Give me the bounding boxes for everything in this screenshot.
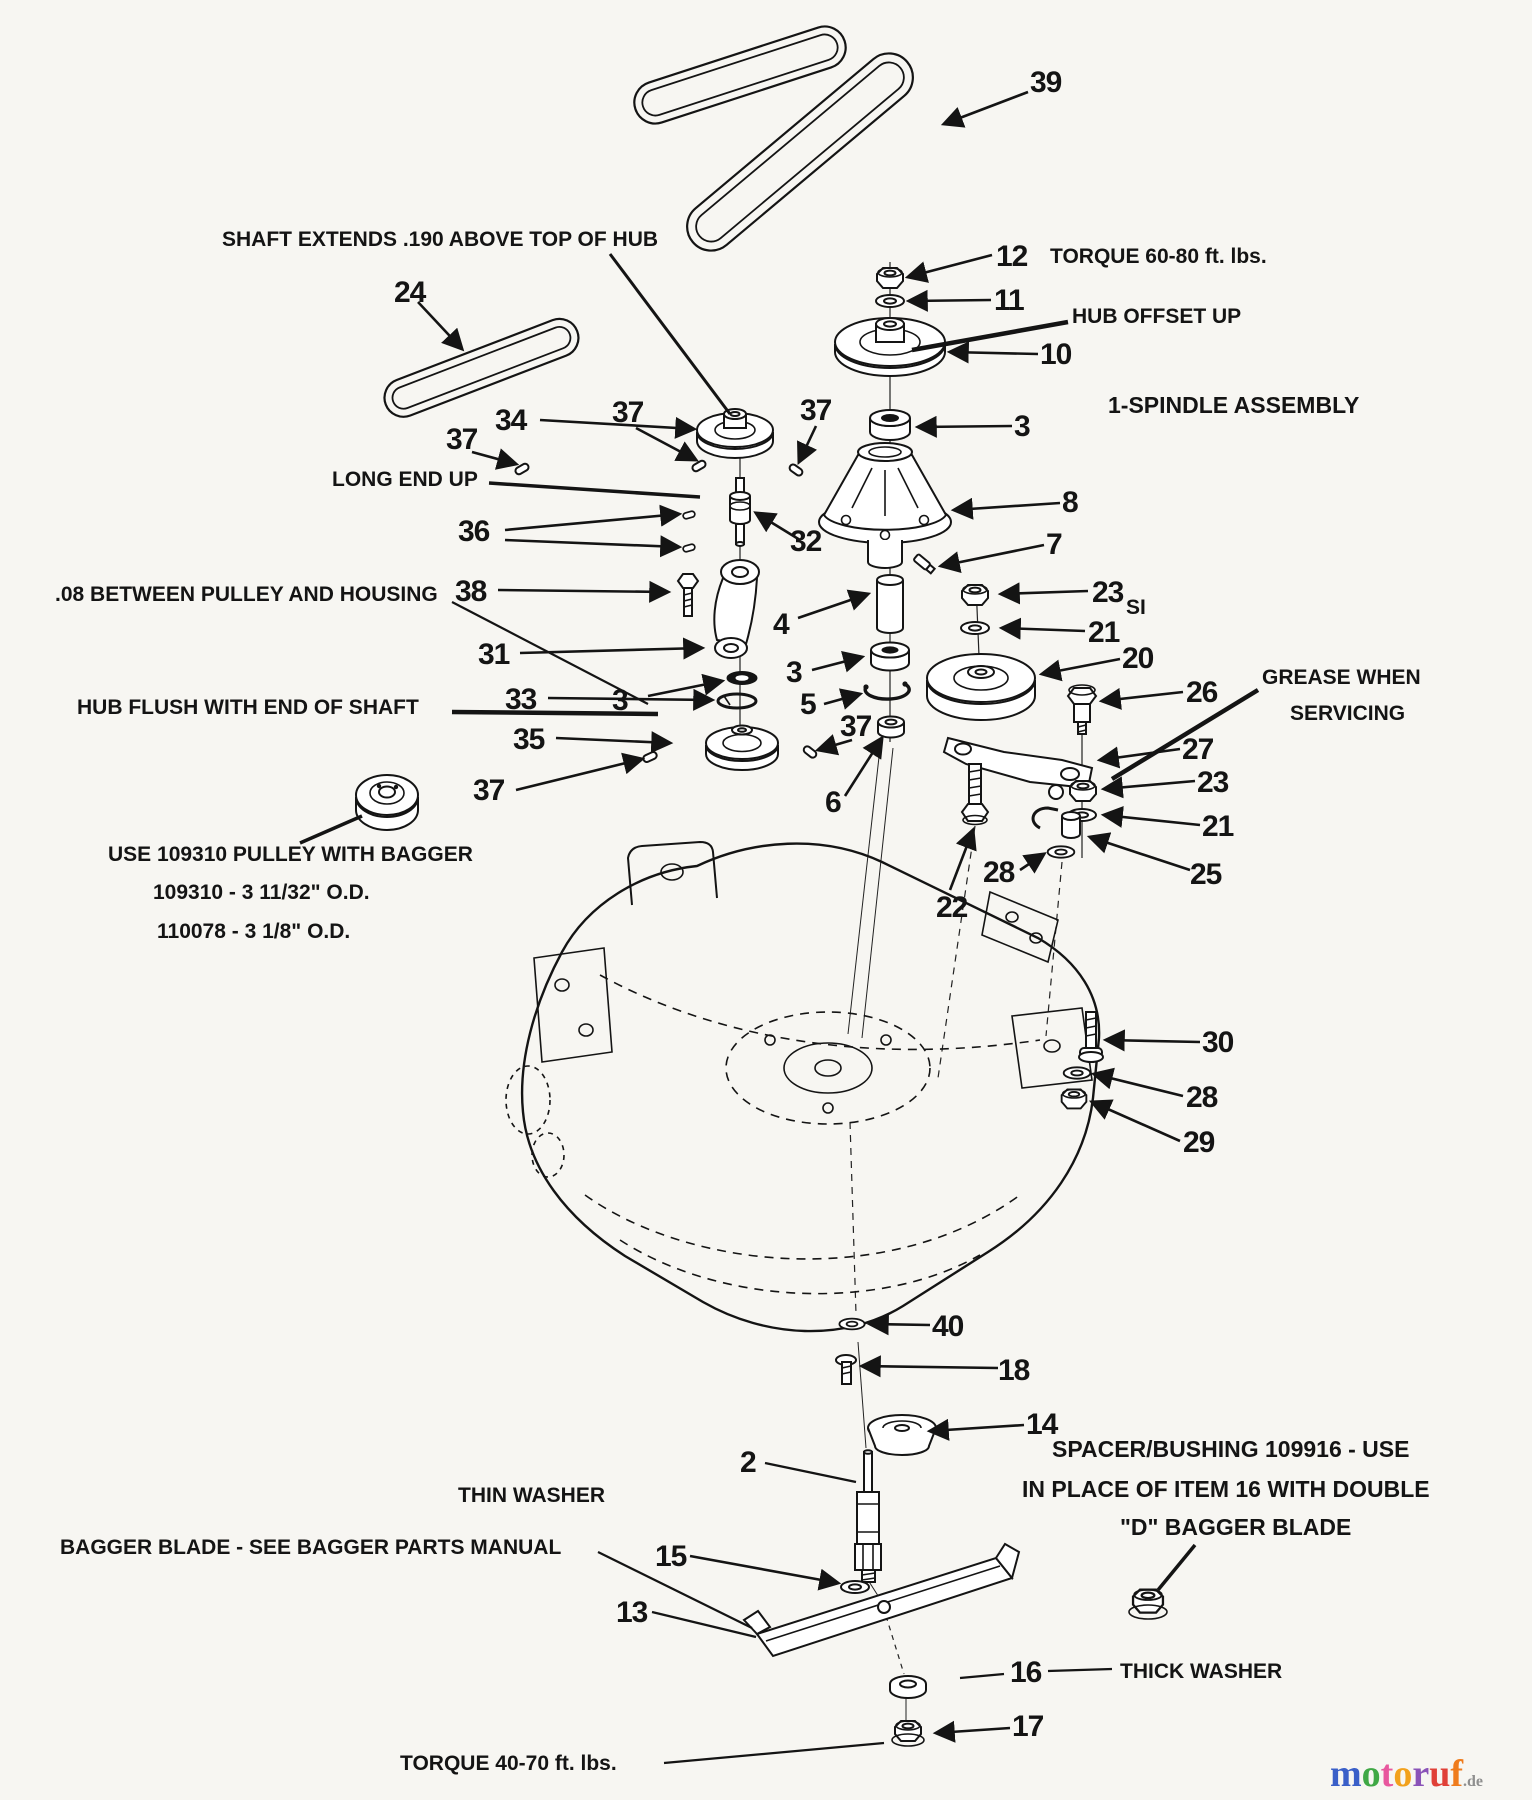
nut-29 <box>1062 1089 1087 1108</box>
callout-15: 15 <box>655 1540 687 1573</box>
watermark-logo <box>1330 1752 1483 1796</box>
leader-lines <box>300 92 1258 1763</box>
note-thick-washer: THICK WASHER <box>1120 1660 1283 1683</box>
callout-24: 24 <box>394 276 426 309</box>
nut-12 <box>877 268 903 288</box>
callout-12: 12 <box>996 240 1028 273</box>
callout-13: 13 <box>616 1596 648 1629</box>
watermark-letter: m <box>1330 1753 1362 1795</box>
callout-26: 26 <box>1186 676 1218 709</box>
watermark-letter: u <box>1429 1753 1451 1795</box>
pin-37-left <box>514 462 530 475</box>
callout-28-deck: 28 <box>1186 1081 1218 1114</box>
callout-37-a: 37 <box>612 396 644 429</box>
callout-35: 35 <box>513 723 545 756</box>
shaft-32 <box>730 478 750 546</box>
callout-21-upper: 21 <box>1088 616 1120 649</box>
callout-25: 25 <box>1190 858 1222 891</box>
note-use-pulley: USE 109310 PULLEY WITH BAGGER <box>108 843 473 866</box>
callout-32: 32 <box>790 525 822 558</box>
washer-40 <box>839 1319 864 1330</box>
flange-nut-bagger <box>1129 1590 1167 1619</box>
pulley-35 <box>706 726 778 771</box>
grease-bolt-26 <box>1068 685 1096 734</box>
callout-33: 33 <box>505 683 537 716</box>
callout-30: 30 <box>1202 1026 1234 1059</box>
note-long-end-up: LONG END UP <box>332 468 478 491</box>
nut-17 <box>892 1721 924 1746</box>
callout-6: 6 <box>825 786 841 819</box>
watermark-letter: o <box>1393 1753 1413 1795</box>
key-36-lower <box>682 544 695 553</box>
note-spacer-line1: SPACER/BUSHING 109916 - USE <box>1052 1436 1410 1462</box>
snap-ring-5 <box>863 681 909 699</box>
callout-34: 34 <box>495 404 527 437</box>
callout-38: 38 <box>455 575 487 608</box>
bolt-38 <box>678 574 698 616</box>
mower-deck <box>506 842 1099 1331</box>
watermark-suffix: .de <box>1462 1773 1483 1790</box>
bolt-22 <box>962 764 988 825</box>
pulley-20 <box>927 654 1035 720</box>
watermark-letter: f <box>1450 1753 1463 1795</box>
callout-5: 5 <box>800 688 816 721</box>
thin-washer-15 <box>841 1581 869 1593</box>
bolt-7 <box>913 554 935 574</box>
callout-28-idler: 28 <box>983 856 1015 889</box>
note-hub-flush: HUB FLUSH WITH END OF SHAFT <box>77 696 419 719</box>
bearing-3-mid <box>871 643 909 671</box>
washer-21-upper <box>961 622 989 634</box>
callout-7: 7 <box>1046 528 1062 561</box>
callout-21-lower: 21 <box>1202 810 1234 843</box>
callout-3-mid: 3 <box>786 656 802 689</box>
callout-36: 36 <box>458 515 490 548</box>
washer-28-deck <box>1064 1067 1091 1078</box>
washer-11 <box>876 295 904 307</box>
clip-25 <box>1033 808 1080 838</box>
callout-3-top: 3 <box>1014 410 1030 443</box>
nut-23-upper <box>962 585 988 605</box>
note-pulley-od2: 110078 - 3 1/8" O.D. <box>157 920 351 943</box>
spindle-shaft-2 <box>855 1450 881 1582</box>
note-spacer-line2: IN PLACE OF ITEM 16 WITH DOUBLE <box>1022 1476 1430 1502</box>
bearing-3-top <box>870 410 910 440</box>
note-bagger-blade: BAGGER BLADE - SEE BAGGER PARTS MANUAL <box>60 1536 562 1559</box>
callout-18: 18 <box>998 1354 1030 1387</box>
bushing-6 <box>878 717 904 738</box>
pin-37-b <box>788 463 803 477</box>
callout-29: 29 <box>1183 1126 1215 1159</box>
arm-31 <box>714 560 759 658</box>
callout-8: 8 <box>1062 486 1078 519</box>
callout-37-left: 37 <box>446 423 478 456</box>
note-hub-offset-up: HUB OFFSET UP <box>1072 305 1242 328</box>
belt-24 <box>379 313 584 422</box>
watermark-letter: r <box>1412 1753 1430 1795</box>
callout-39: 39 <box>1030 66 1062 99</box>
callout-23-lower: 23 <box>1197 766 1229 799</box>
belt-39 <box>629 21 923 260</box>
thick-washer-16 <box>890 1676 926 1698</box>
screw-18 <box>836 1355 856 1384</box>
washer-28 <box>1048 846 1075 857</box>
spindle-housing-8 <box>819 443 951 568</box>
callout-37-d: 37 <box>473 774 505 807</box>
nut-23-lower <box>1070 781 1096 801</box>
bagger-pulley-109310 <box>356 775 418 830</box>
callout-14: 14 <box>1026 1408 1058 1441</box>
pin-37-d <box>642 751 658 763</box>
note-grease-line1: GREASE WHEN <box>1262 666 1421 689</box>
note-thin-washer: THIN WASHER <box>458 1484 605 1507</box>
callout-23-upper: 23 <box>1092 576 1124 609</box>
pin-37-a <box>691 459 707 472</box>
watermark-letter: o <box>1361 1753 1381 1795</box>
callout-17: 17 <box>1012 1710 1044 1743</box>
pin-37-c <box>802 745 817 759</box>
callout-31: 31 <box>478 638 510 671</box>
pulley-34 <box>697 409 773 458</box>
cup-washer-14 <box>868 1415 936 1455</box>
callout-22: 22 <box>936 891 968 924</box>
key-36-upper <box>682 511 695 520</box>
callout-11: 11 <box>994 284 1024 317</box>
note-shaft-extends: SHAFT EXTENDS .190 ABOVE TOP OF HUB <box>222 228 659 251</box>
note-grease-line2: SERVICING <box>1290 702 1406 725</box>
note-gap-08: .08 BETWEEN PULLEY AND HOUSING <box>55 583 438 606</box>
callout-16: 16 <box>1010 1656 1042 1689</box>
spacer-4 <box>877 575 903 633</box>
note-spindle-assembly: 1-SPINDLE ASSEMBLY <box>1108 392 1360 418</box>
note-pulley-od1: 109310 - 3 11/32" O.D. <box>153 881 370 904</box>
callout-37-c: 37 <box>840 710 872 743</box>
callout-20: 20 <box>1122 642 1154 675</box>
note-si: SI <box>1126 596 1146 619</box>
note-torque-top: TORQUE 60-80 ft. lbs. <box>1050 245 1267 268</box>
watermark-letter: t <box>1380 1753 1394 1795</box>
callout-2: 2 <box>740 1446 756 1479</box>
callout-10: 10 <box>1040 338 1072 371</box>
callout-37-b: 37 <box>800 394 832 427</box>
callout-4: 4 <box>773 608 789 641</box>
wave-washer-33 <box>718 694 756 708</box>
callout-3-left: 3 <box>612 684 628 717</box>
note-spacer-line3: "D" BAGGER BLADE <box>1120 1514 1352 1540</box>
callout-40: 40 <box>932 1310 964 1343</box>
bearing-3-left <box>727 672 757 685</box>
note-torque-bottom: TORQUE 40-70 ft. lbs. <box>400 1752 617 1775</box>
callout-27: 27 <box>1182 733 1214 766</box>
